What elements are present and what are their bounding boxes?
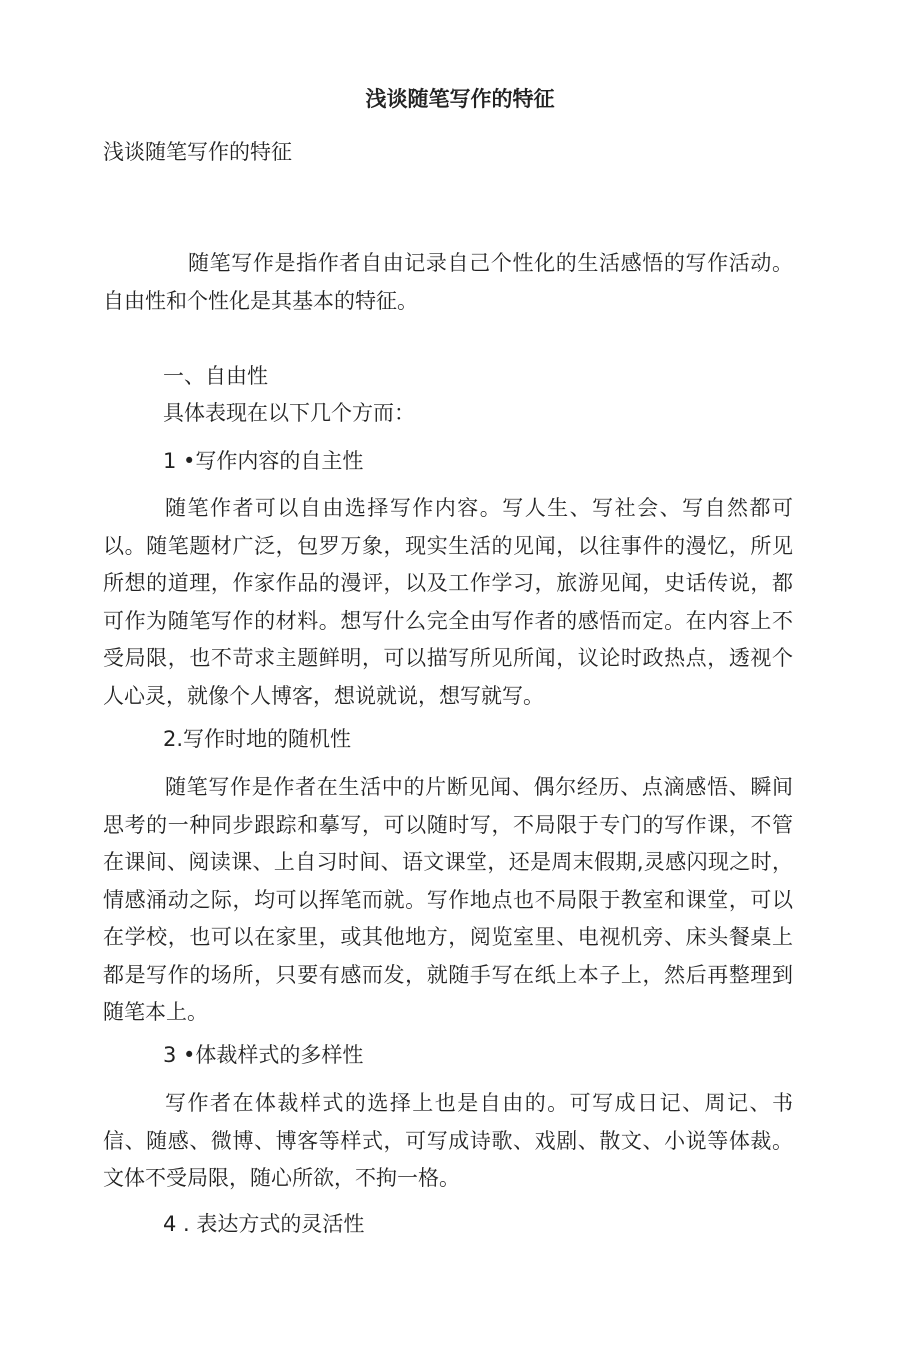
item-paragraph-genre: 写作者在体裁样式的选择上也是自由的。可写成日记、周记、书信、随感、微博、博客等样式，可写成诗歌、戏剧、散文、小说等体裁。文体不受局限，随心所欲，不拘一格。 [103, 1091, 793, 1190]
section-lead: 具体表现在以下几个方而： [163, 401, 415, 425]
item-heading-genre: 3 •体裁样式的多样性 [163, 1043, 364, 1067]
item-paragraph-content: 随笔作者可以自由选择写作内容。写人生、写社会、写自然都可以。随笔题材广泛，包罗万象，现实生活的见闻，以往事件的漫忆，所见所想的道理，作家作品的漫评，以及工作学习，旅游见闻，史话传说，都可作为随笔写作的材料。想写什么完全由写作者的感悟而定。在内容上不受局限，也不苛求主题鲜明，可以描写所见所闻，议论时政热点，透视个人心灵，就像个人博客，想说就说，想写就写。 [103, 496, 793, 708]
item-heading-expression: 4 . 表达方式的灵活性 [163, 1212, 365, 1236]
item-paragraph-time-place: 随笔写作是作者在生活中的片断见闻、偶尔经历、点滴感悟、瞬间思考的一种同步跟踪和摹写，可以随时写，不局限于专门的写作课，不管在课间、阅读课、上自习时间、语文课堂，还是周末假期,灵感闪现之时，情感涌动之际，均可以挥笔而就。写作地点也不局限于教室和课堂，可以在学校，也可以在家里，或其他地方，阅览室里、电视机旁、床头餐桌上都是写作的场所，只要有感而发，就随手写在纸上本子上，然后再整理到随笔本上。 [103, 775, 793, 1024]
intro-paragraph: 随笔写作是指作者自由记录自己个性化的生活感悟的写作活动。自由性和个性化是其基本的特征。 [103, 251, 793, 313]
item-heading-time-place: 2.写作时地的随机性 [163, 727, 352, 751]
document-title: 浅谈随笔写作的特征 [365, 87, 555, 111]
item-heading-content: 1 •写作内容的自主性 [163, 449, 364, 473]
document-subtitle: 浅谈随笔写作的特征 [103, 140, 292, 164]
section-heading-freedom: 一、自由性 [163, 364, 268, 388]
